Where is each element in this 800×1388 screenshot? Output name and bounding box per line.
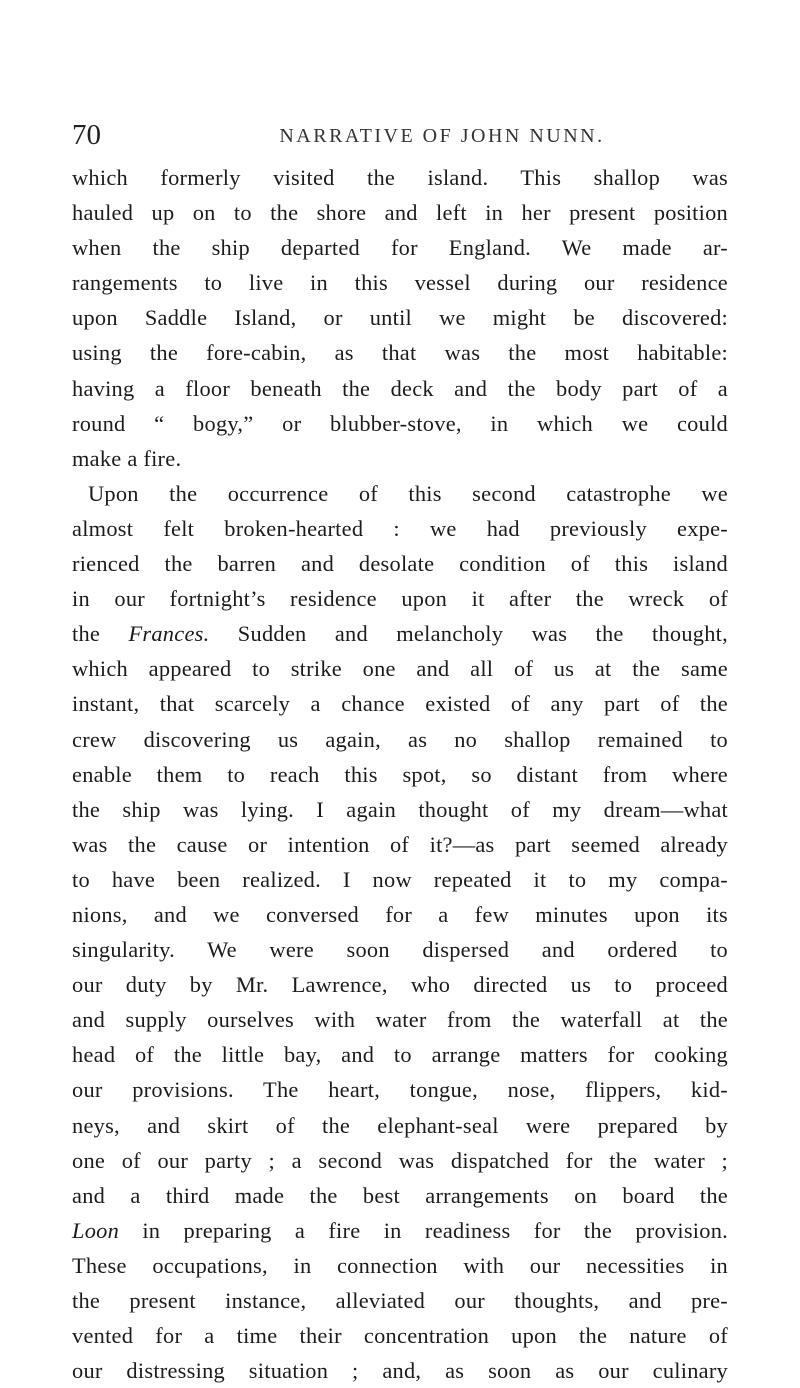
body-text	[72, 160, 728, 1388]
text-line	[72, 581, 728, 616]
text-line	[72, 1108, 728, 1143]
text-run: round “ bogy,” or blubber-stove, in which we could	[72, 410, 728, 436]
text-line	[72, 406, 728, 441]
text-run: our provisions. The heart, tongue, nose, flippers, kid-	[72, 1077, 728, 1103]
page-number: 70	[72, 119, 101, 151]
text-run: was the cause or intention of it?—as part seemed already	[72, 831, 728, 857]
text-line	[72, 371, 728, 406]
text-run: in our fortnight’s residence upon it after the wreck of	[72, 586, 728, 612]
text-run: when the ship departed for England. We made ar-	[72, 235, 728, 261]
text-line	[72, 441, 728, 476]
text-line	[72, 616, 728, 651]
text-line	[72, 1318, 728, 1353]
italic-text: Frances.	[128, 621, 210, 647]
text-line	[72, 546, 728, 581]
text-run: crew discovering us again, as no shallop remained to	[72, 726, 728, 752]
text-run: make a fire.	[72, 445, 182, 471]
text-line	[72, 230, 728, 265]
text-run: vented for a time their concentration upon the nature of	[72, 1323, 728, 1349]
page-header	[72, 118, 722, 158]
text-line	[72, 476, 728, 511]
text-run: the ship was lying. I again thought of my dream—what	[72, 796, 728, 822]
text-run: rienced the barren and desolate condition of this island	[72, 551, 728, 577]
text-run: to have been realized. I now repeated it to my compa-	[72, 866, 728, 892]
text-line	[72, 160, 728, 195]
text-line	[72, 511, 728, 546]
text-line	[72, 1002, 728, 1037]
text-run: singularity. We were soon dispersed and ordered to	[72, 937, 728, 963]
text-run: neys, and skirt of the elephant-seal were prepared by	[72, 1112, 728, 1138]
text-line	[72, 1037, 728, 1072]
text-run: Sudden and melancholy was the thought,	[209, 621, 728, 647]
text-line	[72, 1072, 728, 1107]
text-run: upon Saddle Island, or until we might be discovered:	[72, 305, 728, 331]
text-run: head of the little bay, and to arrange matters for cooking	[72, 1042, 728, 1068]
text-line	[72, 1143, 728, 1178]
text-run: which appeared to strike one and all of us at the same	[72, 656, 728, 682]
text-run: our duty by Mr. Lawrence, who directed us to proceed	[72, 972, 728, 998]
text-run: Upon the occurrence of this second catastrophe we	[88, 480, 728, 506]
text-line	[72, 265, 728, 300]
italic-text: Loon	[72, 1217, 120, 1243]
text-run: and supply ourselves with water from the waterfall at the	[72, 1007, 728, 1033]
text-line	[72, 686, 728, 721]
text-run: and a third made the best arrangements on board the	[72, 1182, 728, 1208]
text-run: our distressing situation ; and, as soon as our culinary	[72, 1358, 728, 1384]
text-line	[72, 300, 728, 335]
text-run: These occupations, in connection with our necessities in	[72, 1252, 728, 1278]
text-run: enable them to reach this spot, so distant from where	[72, 761, 728, 787]
text-line	[72, 195, 728, 230]
text-run: the	[72, 621, 129, 647]
text-line	[72, 651, 728, 686]
text-run: nions, and we conversed for a few minutes upon its	[72, 901, 728, 927]
text-run: the present instance, alleviated our thoughts, and pre-	[72, 1288, 728, 1313]
text-run: almost felt broken-hearted : we had previously expe-	[72, 515, 728, 541]
text-run: having a floor beneath the deck and the body part of a	[72, 375, 728, 401]
text-line	[72, 862, 728, 897]
text-run: using the fore-cabin, as that was the most habitable:	[72, 340, 728, 366]
text-line	[72, 827, 728, 862]
text-line	[72, 1213, 728, 1248]
text-run: one of our party ; a second was dispatched for the water ;	[72, 1147, 728, 1173]
text-line	[72, 722, 728, 757]
text-line	[72, 1178, 728, 1213]
text-line	[72, 1353, 728, 1388]
text-run: in preparing a fire in readiness for the provision.	[119, 1217, 728, 1243]
text-line	[72, 897, 728, 932]
text-line	[72, 757, 728, 792]
text-line	[72, 792, 728, 827]
text-run: instant, that scarcely a chance existed of any part of the	[72, 691, 728, 717]
text-line	[72, 335, 728, 370]
text-line	[72, 967, 728, 1002]
text-line	[72, 1248, 728, 1283]
running-head: NARRATIVE OF JOHN NUNN.	[279, 125, 605, 147]
text-run: which formerly visited the island. This shallop was	[72, 165, 728, 190]
text-run: hauled up on to the shore and left in her present position	[72, 200, 728, 226]
text-line	[72, 932, 728, 967]
text-line	[72, 1283, 728, 1318]
text-run: rangements to live in this vessel during our residence	[72, 270, 728, 296]
